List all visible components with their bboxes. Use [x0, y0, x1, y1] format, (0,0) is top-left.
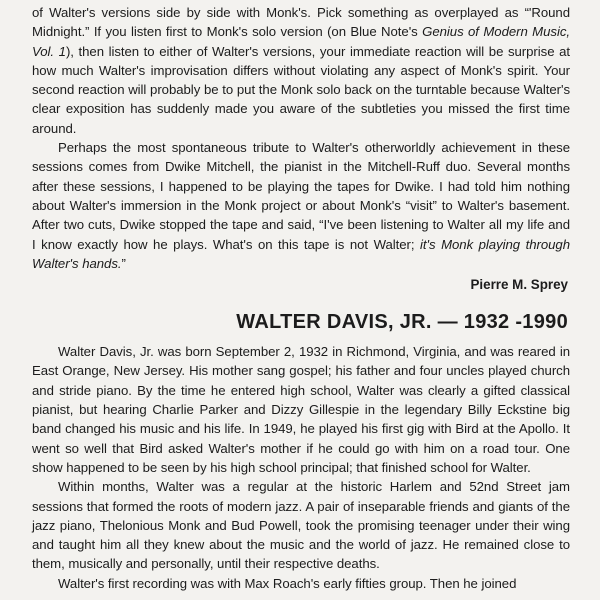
author-signature: Pierre M. Sprey — [470, 277, 568, 293]
album-title: Genius of Modern Music, Vol. 1 — [32, 24, 570, 59]
bio-paragraph-1: Walter Davis, Jr. was born September 2, 1932 in Richmond, Virginia, and was reared in East Orange, New Jersey. His mother sang gospel; his father and four uncles played church and stride piano. By the time he entered high school, Walter was clearly a gifted classical pianist, but hearing Charlie Parker and Dizzy Gillespie in the legendary Billy Eckstine big band changed his music and his life. In 1949, he played his first gig with Bird at the Apollo. It went so well that Bird asked Walter's mother if he could go with him on a road tour. One show happened to be seen by his high school principal; that finished school for Walter. — [32, 344, 570, 475]
intro-p2-text-c: ” — [121, 255, 126, 271]
intro-paragraph-1 — [32, 3, 570, 138]
bio-paragraph-2: Within months, Walter was a regular at the historic Harlem and 52nd Street jam sessions that formed the roots of modern jazz. A pair of inseparable friends and giants of the jazz piano, Thelonious Monk and Bud Powell, took the promising teenager under their wing and taught him all they knew about the music and the world of jazz. He remained close to them, musically and personally, until their respective deaths. — [32, 479, 570, 572]
intro-p1-text-c: ), then listen to either of Walter's versions, your immediate reaction will be surprise at how much Walter's improvisation differs without violating any aspect of Monk's spirit. Your second reaction will probably be to put the Monk solo back on the turntable because Walter's clear exposition has suddenly made you aware of the subtleties you missed the first time around. — [32, 43, 570, 136]
intro-p1-text-a: of Walter's versions side by side with Monk's. Pick something as overplayed as “'Round Midnight.” If you listen first to Monk's solo version (on Blue Note's — [32, 5, 570, 40]
intro-p2-text-a: Perhaps the most spontaneous tribute to Walter's otherworldly achievement in these sessions comes from Dwike Mitchell, the pianist in the Mitchell-Ruff duo. Several months after these sessions, I happened to be playing the tapes for Dwike. I had told him nothing about Walter's immersion in the Monk project or about Monk's “visit” to Walter's basement. After two cuts, Dwike stopped the tape and said, “I've been listening to Walter all my life and I know exactly how he plays. What's on this tape is not Walter; — [32, 140, 570, 252]
dwike-quote: it's Monk playing through Walter's hands. — [32, 236, 570, 271]
section-heading: WALTER DAVIS, JR. — 1932 -1990 — [236, 311, 568, 334]
bio-paragraph-3: Walter's first recording was with Max Roach's early fifties group. Then he joined — [58, 575, 517, 591]
intro-paragraph-2 — [32, 138, 570, 273]
